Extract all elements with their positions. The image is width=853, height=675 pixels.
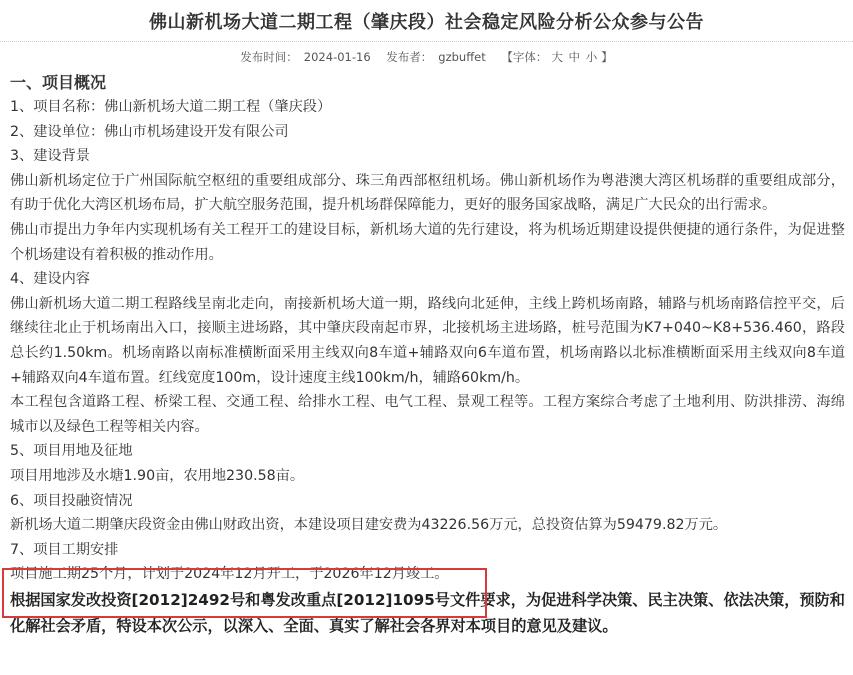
publisher — [383, 50, 488, 64]
item-builder: 2、建设单位：佛山市机场建设开发有限公司 — [10, 123, 289, 140]
publisher-label: 发布者： — [386, 50, 433, 64]
item-project-name: 1、项目名称：佛山新机场大道二期工程（肇庆段） — [10, 99, 332, 115]
publish-meta — [0, 49, 853, 65]
publisher-value: gzbuffet — [438, 50, 486, 64]
section-heading-overview: 一、项目概况 — [10, 73, 107, 92]
closing-paragraph: 根据国家发改投资[2012]2492号和粤发改重点[2012]1095号文件要求，为促进科学决策、民主决策、依法决策，预防和化解社会矛盾，特设本次公示，以深入、全面、真实了解社会各界对本项目的意见及建议。 — [10, 590, 845, 635]
font-medium-link[interactable]: 中 — [568, 50, 581, 64]
item-background-heading: 3、建设背景 — [10, 148, 90, 165]
publish-time — [237, 50, 373, 64]
font-size-suffix: 】 — [601, 50, 613, 64]
background-paragraph-2: 佛山市提出力争年内实现机场有关工程开工的建设目标，新机场大道的先行建设，将为机场近期建设提供便捷的通行条件，为促进整个机场建设有着积极的推动作用。 — [10, 221, 845, 263]
publish-time-label: 发布时间： — [240, 50, 298, 64]
page-title: 佛山新机场大道二期工程（肇庆段）社会稳定风险分析公众参与公告 — [149, 12, 704, 33]
land-paragraph: 项目用地涉及水塘1.90亩，农用地230.58亩。 — [10, 467, 305, 484]
article-body — [10, 70, 845, 639]
font-size-label: 【字体： — [501, 50, 548, 64]
finance-paragraph: 新机场大道二期肇庆段资金由佛山财政出资，本建设项目建安费为43226.56万元，总投资估算为59479.82万元。 — [10, 517, 728, 534]
item-schedule-heading: 7、项目工期安排 — [10, 541, 119, 558]
item-land-heading: 5、项目用地及征地 — [10, 443, 133, 460]
schedule-highlight-box — [2, 568, 487, 618]
font-large-link[interactable]: 大 — [551, 50, 563, 64]
background-paragraph-1: 佛山新机场定位于广州国际航空枢纽的重要组成部分、珠三角西部枢纽机场。佛山新机场作为粤港澳大湾区机场群的重要组成部分，有助于优化大湾区机场布局，扩大航空服务范围，提升机场群保障能力，更好的服务国家战略，满足广大民众的出行需求。 — [10, 172, 845, 214]
item-finance-heading: 6、项目投融资情况 — [10, 492, 133, 509]
schedule-paragraph: 项目施工期25个月，计划于2024年12月开工，于2026年12月竣工。 — [10, 566, 449, 583]
content-paragraph-1: 佛山新机场大道二期工程路线呈南北走向，南接新机场大道一期，路线向北延伸，主线上跨机场南路，辅路与机场南路信控平交，后继续往北止于机场南出入口，接顺主进场路，其中肇庆段南起市界，北接机场主进场路，桩号范围为K7+040~K8+536.460，路段总长约1.50km。机场南路以南标准横断面采用主线双向8车道+辅路双向6车道布置，机场南路以北标准横断面采用主线双向8车道+辅路双向4车道布置。红线宽度100m，设计速度主线100km/h，辅路60km/h。 — [10, 295, 845, 386]
font-small-link[interactable]: 小 — [585, 50, 598, 64]
content-paragraph-2: 本工程包含道路工程、桥梁工程、交通工程、给排水工程、电气工程、景观工程等。工程方案综合考虑了土地利用、防洪排涝、海绵城市以及绿色工程等相关内容。 — [10, 394, 845, 435]
font-size-switcher — [498, 50, 615, 64]
item-content-heading: 4、建设内容 — [10, 271, 90, 288]
divider — [0, 41, 853, 43]
publish-time-value: 2024-01-16 — [303, 50, 371, 64]
